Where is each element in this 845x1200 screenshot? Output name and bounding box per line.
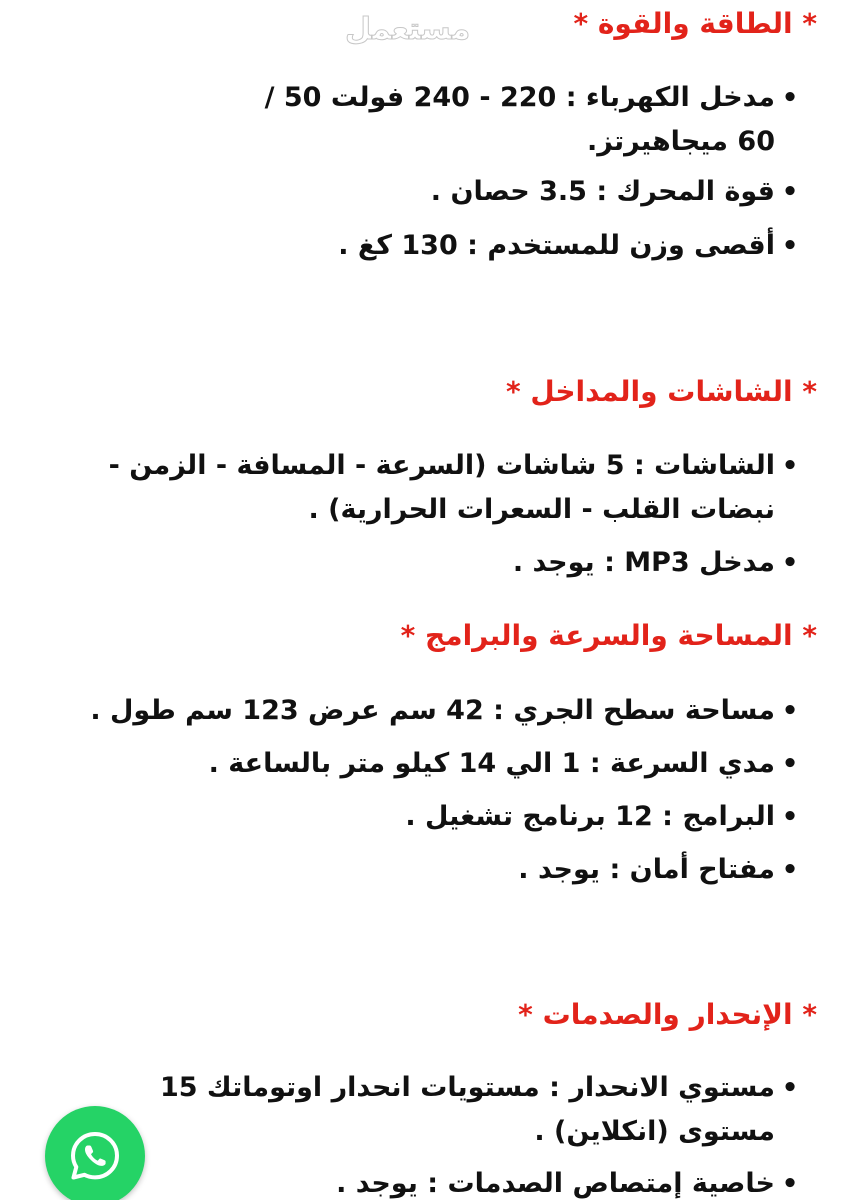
bullet: • xyxy=(781,451,799,481)
whatsapp-icon xyxy=(65,1126,125,1186)
whatsapp-button[interactable] xyxy=(45,1106,145,1200)
watermark-logo: مستعمل xyxy=(345,12,471,47)
bullet: • xyxy=(781,548,799,578)
bullet: • xyxy=(781,231,799,261)
list-item: • خاصية إمتصاص الصدمات : يوجد . xyxy=(145,1162,805,1200)
list-item: • مساحة سطح الجري : 42 سم عرض 123 سم طول . xyxy=(85,689,805,733)
list-item: • مدخل الكهرباء : 220 - 240 فولت 50 / 60 ميجاهيرتز. xyxy=(245,76,805,164)
list-item: • مستوي الانحدار : مستويات انحدار اوتوماتك 15 مستوى (انكلاين) . xyxy=(145,1066,805,1154)
section-heading-power: * الطاقة والقوة * xyxy=(573,7,817,40)
bullet: • xyxy=(781,696,799,726)
section-heading-screens: * الشاشات والمداخل * xyxy=(505,375,817,408)
list-item: • قوة المحرك : 3.5 حصان . xyxy=(245,170,805,214)
list-item: • الشاشات : 5 شاشات (السرعة - المسافة - الزمن - نبضات القلب - السعرات الحرارية) . xyxy=(105,444,805,532)
bullet: • xyxy=(781,83,799,113)
list-item: • مفتاح أمان : يوجد . xyxy=(85,848,805,892)
bullet: • xyxy=(781,855,799,885)
list-item: • البرامج : 12 برنامج تشغيل . xyxy=(85,795,805,839)
bullet: • xyxy=(781,749,799,779)
list-item: • أقصى وزن للمستخدم : 130 كغ . xyxy=(245,224,805,268)
list-item: • مدخل MP3 : يوجد . xyxy=(105,541,805,585)
section-heading-incline: * الإنحدار والصدمات * xyxy=(518,998,817,1031)
bullet: • xyxy=(781,1169,799,1199)
section-heading-area-speed: * المساحة والسرعة والبرامج * xyxy=(400,619,817,652)
bullet: • xyxy=(781,802,799,832)
bullet: • xyxy=(781,1073,799,1103)
bullet: • xyxy=(781,177,799,207)
list-item: • مدي السرعة : 1 الي 14 كيلو متر بالساعة . xyxy=(85,742,805,786)
